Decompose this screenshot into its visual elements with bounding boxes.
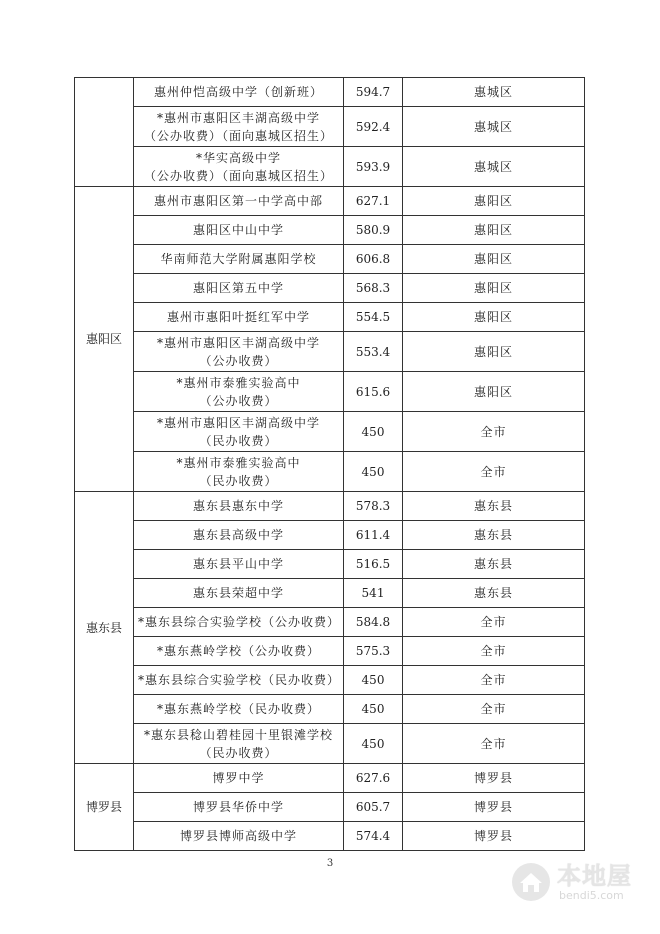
table-row <box>75 764 585 793</box>
table-row <box>75 608 585 637</box>
area-cell: 博罗县 <box>403 822 585 851</box>
area-cell: 惠东县 <box>403 550 585 579</box>
page-number: 3 <box>326 858 334 869</box>
area-cell: 惠阳区 <box>403 303 585 332</box>
school-name-cell: *惠州市泰雅实验高中 （公办收费） <box>134 372 344 412</box>
score-cell: 606.8 <box>344 245 403 274</box>
school-name-cell: 惠州市惠阳区第一中学高中部 <box>134 187 344 216</box>
score-cell: 450 <box>344 666 403 695</box>
school-name-cell: 博罗中学 <box>134 764 344 793</box>
admission-score-table <box>74 77 585 851</box>
score-cell: 541 <box>344 579 403 608</box>
table-row <box>75 637 585 666</box>
district-cell: 博罗县 <box>75 764 134 851</box>
area-cell: 全市 <box>403 666 585 695</box>
area-cell: 全市 <box>403 637 585 666</box>
table-row <box>75 107 585 147</box>
school-name-cell: *惠东县稔山碧桂园十里银滩学校 （民办收费） <box>134 724 344 764</box>
area-cell: 全市 <box>403 724 585 764</box>
area-cell: 惠阳区 <box>403 372 585 412</box>
school-name-cell: 惠州仲恺高级中学（创新班） <box>134 78 344 107</box>
score-cell: 627.6 <box>344 764 403 793</box>
school-name-cell: *惠东县综合实验学校（民办收费） <box>134 666 344 695</box>
score-cell: 578.3 <box>344 492 403 521</box>
area-cell: 惠东县 <box>403 492 585 521</box>
score-cell: 450 <box>344 724 403 764</box>
score-cell: 594.7 <box>344 78 403 107</box>
school-name-cell: 惠东县荣超中学 <box>134 579 344 608</box>
score-cell: 592.4 <box>344 107 403 147</box>
table-row <box>75 303 585 332</box>
table-row <box>75 187 585 216</box>
area-cell: 惠城区 <box>403 78 585 107</box>
area-cell: 惠阳区 <box>403 332 585 372</box>
area-cell: 全市 <box>403 695 585 724</box>
school-name-cell: *惠东燕岭学校（民办收费） <box>134 695 344 724</box>
score-cell: 605.7 <box>344 793 403 822</box>
area-cell: 全市 <box>403 608 585 637</box>
district-cell <box>75 78 134 187</box>
score-cell: 516.5 <box>344 550 403 579</box>
score-cell: 574.4 <box>344 822 403 851</box>
school-name-cell: *惠东县综合实验学校（公办收费） <box>134 608 344 637</box>
score-cell: 615.6 <box>344 372 403 412</box>
score-cell: 450 <box>344 452 403 492</box>
score-cell: 568.3 <box>344 274 403 303</box>
table-row <box>75 78 585 107</box>
score-cell: 554.5 <box>344 303 403 332</box>
watermark-url: bendi5.com <box>559 889 624 902</box>
school-name-cell: 惠东县惠东中学 <box>134 492 344 521</box>
table-row <box>75 550 585 579</box>
school-name-cell: *惠州市惠阳区丰湖高级中学 （民办收费） <box>134 412 344 452</box>
score-cell: 584.8 <box>344 608 403 637</box>
school-name-cell: *惠东燕岭学校（公办收费） <box>134 637 344 666</box>
school-name-cell: 惠东县平山中学 <box>134 550 344 579</box>
score-cell: 580.9 <box>344 216 403 245</box>
district-cell: 惠阳区 <box>75 187 134 492</box>
area-cell: 惠阳区 <box>403 274 585 303</box>
table-row <box>75 521 585 550</box>
table-row <box>75 579 585 608</box>
watermark <box>511 862 632 902</box>
area-cell: 惠阳区 <box>403 216 585 245</box>
table-row <box>75 216 585 245</box>
area-cell: 全市 <box>403 452 585 492</box>
table-row <box>75 695 585 724</box>
score-cell: 450 <box>344 412 403 452</box>
school-name-cell: *惠州市惠阳区丰湖高级中学 （公办收费） <box>134 332 344 372</box>
area-cell: 惠阳区 <box>403 245 585 274</box>
district-cell: 惠东县 <box>75 492 134 764</box>
table-row <box>75 793 585 822</box>
table-row <box>75 492 585 521</box>
table-row <box>75 666 585 695</box>
school-name-cell: 华南师范大学附属惠阳学校 <box>134 245 344 274</box>
table-row <box>75 245 585 274</box>
school-name-cell: 惠阳区中山中学 <box>134 216 344 245</box>
area-cell: 惠阳区 <box>403 187 585 216</box>
score-cell: 627.1 <box>344 187 403 216</box>
area-cell: 惠城区 <box>403 147 585 187</box>
table-row <box>75 332 585 372</box>
school-name-cell: *惠州市惠阳区丰湖高级中学 （公办收费）（面向惠城区招生） <box>134 107 344 147</box>
score-cell: 553.4 <box>344 332 403 372</box>
score-cell: 575.3 <box>344 637 403 666</box>
area-cell: 博罗县 <box>403 793 585 822</box>
area-cell: 博罗县 <box>403 764 585 793</box>
table-row <box>75 147 585 187</box>
table-row <box>75 452 585 492</box>
school-name-cell: 博罗县博师高级中学 <box>134 822 344 851</box>
table-row <box>75 724 585 764</box>
score-cell: 611.4 <box>344 521 403 550</box>
area-cell: 惠东县 <box>403 579 585 608</box>
house-icon <box>511 862 551 902</box>
school-name-cell: 惠阳区第五中学 <box>134 274 344 303</box>
school-name-cell: 惠州市惠阳叶挺红军中学 <box>134 303 344 332</box>
school-name-cell: *惠州市泰雅实验高中 （民办收费） <box>134 452 344 492</box>
school-name-cell: 惠东县高级中学 <box>134 521 344 550</box>
area-cell: 惠城区 <box>403 107 585 147</box>
school-name-cell: *华实高级中学 （公办收费）（面向惠城区招生） <box>134 147 344 187</box>
table-row <box>75 274 585 303</box>
area-cell: 全市 <box>403 412 585 452</box>
watermark-name: 本地屋 <box>557 862 632 890</box>
score-cell: 450 <box>344 695 403 724</box>
table-row <box>75 822 585 851</box>
score-cell: 593.9 <box>344 147 403 187</box>
school-name-cell: 博罗县华侨中学 <box>134 793 344 822</box>
table-row <box>75 372 585 412</box>
table-row <box>75 412 585 452</box>
area-cell: 惠东县 <box>403 521 585 550</box>
